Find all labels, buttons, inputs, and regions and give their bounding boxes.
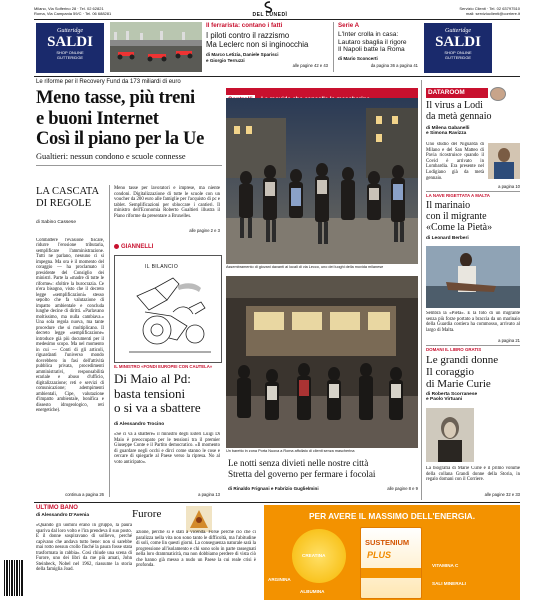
ad-headline: PER AVERE IL MASSIMO DELL'ENERGIA. <box>308 511 476 521</box>
dataroom-badge: DATAROOM <box>426 88 488 98</box>
cartoon-frame[interactable] <box>114 255 222 363</box>
f1-kicker: Il ferrarista: contano i fatti <box>206 22 283 29</box>
dimaio-byline: di Alessandro Trocino <box>114 422 165 427</box>
bottom-illustration <box>186 506 212 532</box>
f1-pages: alle pagine 42 e 43 <box>292 63 328 68</box>
ad-brand-sub: PLUS <box>367 550 392 560</box>
ad-brand: Gutteridge <box>445 28 471 34</box>
editorial-text: Combattere l'evasione fiscale, ridurre l'erosione tributaria, semplificare l'amministrazione. Tutti ne parlano, nessuno ci si impegna. Ma ora è il momento del coraggio — ha proclamato il presidente del Consiglio dei ministri. Parte la «madre di tutte le riforme»: sfoltire la burocrazia. Ce n'era bisogno, visto che il decreto legge «semplificazioni» stesso sepolto che fa valutazione di impatto ambientale e concluda lunghe decine di diritti. «Parlavano moltissimo, ma nulla cambiava.» Una sola regola nuova, ma tante procedure che si moltiplicano. Il decreto legge «semplificazione» introduce già più documenti per il medesimo scopo. Ma nel momento in cui — Conti di gli articoli, riguardanti l'universo mondo dovrebbero in fasi dell'attività pubblica privata, procedimenti amministrativi, responsabilità erariale e abuso d'ufficio, digitalizzazione; reti e servizi di comunicazione; adempimenti ambientali, Cipe, valutazione d'impatto ambientale, bonifica e dissesto idrogeologico, reti energetiche). <box>36 238 104 414</box>
story1-byline: di Milena Gabanelli e Simona Ravizza <box>426 126 470 136</box>
lead-subhead: Gualtieri: nessun condono e scuole connesse <box>36 152 186 161</box>
ad-product-box <box>360 527 422 599</box>
controlli-caption-2: Un baretto in zona Porta Nuova a Roma affollato di clienti senza mascherina <box>226 449 355 453</box>
story2-photo <box>426 246 520 308</box>
story2-title[interactable]: Il marinaio con il migrante «Come la Pietà» <box>426 200 493 233</box>
ad-sub: SHOP ONLINE GUTTERIDGE <box>56 50 84 60</box>
editorial-title[interactable]: LA CASCATA DI REGOLE <box>36 186 100 209</box>
controlli-pages: alle pagine 8 e 9 <box>387 486 418 491</box>
story2-kicker: LA NAVE RIGETTATA A MALTA <box>426 193 490 198</box>
story1-pages: a pagina 10 <box>498 184 520 189</box>
ad-item-2: ARGININA <box>268 577 291 582</box>
cartoon-drawing <box>115 256 221 362</box>
bottom-title[interactable]: Furore <box>132 508 162 520</box>
ad-item-1: CREATINA <box>302 553 326 558</box>
story3-photo <box>426 408 474 462</box>
lead-headline[interactable]: Meno tasse, più treni e buoni Internet Così il piano per la Ue <box>36 88 205 149</box>
story2-pages: a pagina 21 <box>498 338 520 343</box>
story3-title[interactable]: Le grandi donne Il coraggio di Marie Curie <box>426 354 499 390</box>
masthead-right-address: Servizio Clienti · Tel. 02 63797510 mail: servizioclienti@corriere.it <box>459 6 520 16</box>
seriea-title[interactable]: L'Inter crolla in casa: Lautaro sbaglia il rigore Il Napoli batte la Roma <box>338 31 407 54</box>
dimaio-text: «Se ci va a sbattere» il ministro degli Esteri Luigi Di Maio è preoccupato per le tensioni tra il premier Giuseppe Conte e il Partito democratico. «Il momento di guardare negli occhi e dirci come stanno le cose e cercare di spiegarle al Paese verso la ripresa. No al voto anticipato». <box>114 432 220 465</box>
masthead-logo <box>255 0 285 12</box>
story1-photo <box>488 143 520 179</box>
seriea-kicker: Serie A <box>338 22 360 29</box>
editorial-byline: di Sabino Cassese <box>36 220 76 225</box>
sustenium-ad[interactable] <box>264 505 520 600</box>
cartoon-caption: IL BILANCIO <box>145 264 179 270</box>
dimaio-pages: a pagina 13 <box>198 492 220 497</box>
seriea-byline: di Mario Sconcerti <box>338 56 378 61</box>
bottom-text-2: azione, perché sì è stati a vicenda. Forse perché ciò che ci paralizza nella vita non sono tanto le difficoltà, ma l'abitudine di soli, come lin questi giorni. La conseguenza naturale sarà la progressione all'isolamento e chi sono solo in parte rassegnati nella loro drammaticità, ma non dobbiamo perdere di vista ciò che hanno già messo a nudo un Paese la cui reale crisi è profonda. <box>136 530 256 568</box>
barcode <box>4 560 24 596</box>
editorial-continues: continua a pagina 26 <box>65 492 104 497</box>
ad-item-5: SALI MINERALI <box>432 581 466 586</box>
story3-pages: alle pagine 32 e 33 <box>484 492 520 497</box>
ad-item-3: ALBUMINA <box>300 589 325 594</box>
dataroom-avatar <box>490 87 506 101</box>
f1-photo <box>110 22 202 72</box>
lead-summary: Meno tasse per lavoratori e imprese, ma niente condoni. Digitalizzazione di tutte le scuole con un voucher da 200 euro alle famiglie per l'acquisto di pc e tablet. Semplificazioni per sbloccare i cantieri. Il ministro dell'Economia Roberto Gualtieri illustra il Piano riforme da presentare a Bruxelles. <box>114 186 220 219</box>
f1-byline: di Marco Letizia, Daniele Sparisci e Giorgio Terruzzi <box>206 52 279 63</box>
masthead-left-address: Milano, Via Solferino 28 · Tel. 02 62821 Roma, Via Campania 59/C · Tel. 06 688281 <box>34 6 112 16</box>
story1-text: Uno studio del Niguarda di Milano e del San Matteo di Pavia ricostruisce quando il Covid è arrivato in Lombardia. Era presente nel Lodigiano già da metà gennaio. <box>426 142 484 181</box>
story3-byline: di Roberta Scorranese e Paolo Virtuani <box>426 392 478 402</box>
lead-kicker: Le riforme per il Recovery Fund da 173 miliardi di euro <box>36 79 181 85</box>
cartoon-signature-label: GIANNELLI <box>121 244 154 251</box>
ad-saldi-left[interactable] <box>36 23 104 73</box>
seriea-pages: da pagina 36 a pagina 41 <box>370 63 418 68</box>
controlli-band <box>226 88 418 98</box>
controlli-headline[interactable]: Le notti senza divieti nelle nostre città Stretta del governo per fermare i focolai <box>228 458 376 479</box>
story3-kicker: DOMANI IL LIBRO GRATIS <box>426 347 482 352</box>
controlli-caption-1: Assembramento di giovani davanti ai locali di via Lecco, uno dei luoghi della movida milanese <box>226 265 384 269</box>
dimaio-kicker: IL MINISTRO «FONDI EUROPEI CON CAUTELA» <box>114 364 213 369</box>
lead-pages: alle pagine 2 e 3 <box>189 228 220 233</box>
f1-title[interactable]: I piloti contro il razzismo Ma Leclerc non si inginocchia <box>206 31 309 49</box>
ad-main: SALDI <box>47 34 93 50</box>
ad-sub: SHOP ONLINE GUTTERIDGE <box>444 50 472 60</box>
ad-main: SALDI <box>435 34 481 50</box>
story2-text: Sembra la «Pietà». E la foto di un migrante senza più forze portato a braccia da un marinaio della Guardia costiera ha commosso, arrivato al largo di Malta. <box>426 311 520 333</box>
ad-product-stripe <box>361 568 421 578</box>
story2-byline: di Leonard Berberi <box>426 236 469 241</box>
edition-tag: DEL LUNEDÌ <box>252 12 288 18</box>
cartoon-signature <box>114 244 194 250</box>
story3-text: La biografia di Marie Curie è il primo volume della collana Grandi donne della Storia, in regalo domani con il Corriere. <box>426 466 520 483</box>
story1-title[interactable]: Il virus a Lodi da metà gennaio <box>426 100 492 122</box>
bottom-text-1: «Quando gli uomini erano in gruppo, la paura spariva dal loro volto e l'ira prendeva il suo posto. E il donne sospiravano di sollievo, perché capivano che andava tutto bene: non si sarebbe mai rotto nessun crollo finché la paura fosse stata trasformata in rabbia». Così chiude una scena di Furore, uno dei libri da me più amati, John Steinbeck, Nobel nel 1962, riassume la storia della famiglia Joad. <box>36 523 132 572</box>
controlli-byline: di Rinaldo Frignani e Fabrizio Guglielmini <box>228 486 319 491</box>
ad-brand-name: SUSTENIUM <box>365 538 410 547</box>
bottom-section: ULTIMO BANO <box>36 505 78 511</box>
controlli-photo-2[interactable] <box>226 276 418 448</box>
bottom-byline: di Alessandro D'Avenia <box>36 513 90 518</box>
cartoon-dot-icon <box>114 244 119 249</box>
ad-brand: Gutteridge <box>57 28 83 34</box>
ad-saldi-right[interactable] <box>424 23 492 73</box>
controlli-photo-1[interactable] <box>226 98 418 264</box>
ad-item-4: VITAMINA C <box>432 563 459 568</box>
dimaio-headline[interactable]: Di Maio al Pd: basta tensioni o si va a sbattere <box>114 371 201 415</box>
